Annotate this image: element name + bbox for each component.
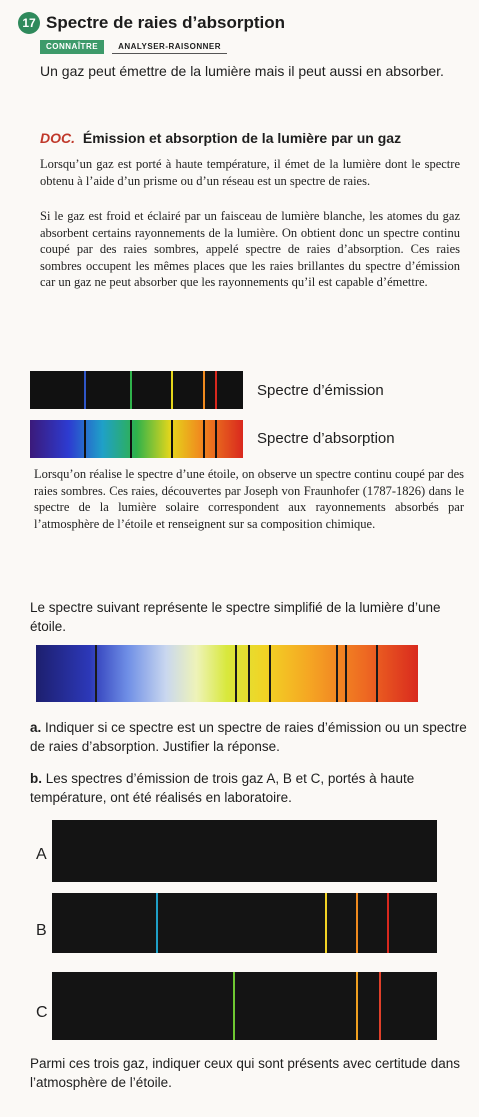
exercise-intro: Un gaz peut émettre de la lumière mais il peut aussi en absorber. [40,63,444,79]
gas-c-line-1 [233,972,235,1040]
question-b-text: Les spectres d’émission de trois gaz A, B et C, portés à haute température, ont été réalisés en laboratoire. [30,771,415,805]
gas-b-line-3 [356,893,358,953]
doc-paragraph-1: Lorsqu’un gaz est porté à haute température, il émet de la lumière dont le spectre obtenu à l’aide d’un prisme ou d’un réseau est un spectre de raies. [40,157,460,188]
exercise-number-badge: 17 [18,12,40,34]
gas-a-label: A [36,846,47,863]
absorption-spectrum-image [30,420,243,458]
emission-line-5 [215,371,217,409]
star-absorption-line-4 [269,645,271,702]
question-intro: Le spectre suivant représente le spectre simplifié de la lumière d’une étoile. [30,600,441,634]
emission-line-3 [171,371,173,409]
gas-b-label: B [36,922,47,939]
skill-tag-analyser: ANALYSER-RAISONNER [112,40,227,54]
star-spectrum-image [36,645,418,702]
gas-c-label: C [36,1004,48,1021]
gas-b-line-1 [156,893,158,953]
exercise-header [18,12,285,34]
question-b-letter: b. [30,771,42,786]
gas-c-spectrum-image [52,972,437,1040]
star-absorption-line-1 [95,645,97,702]
skills-row [40,40,227,54]
emission-spectrum-image [30,371,243,409]
star-absorption-line-2 [235,645,237,702]
star-absorption-line-7 [376,645,378,702]
emission-spectrum-label: Spectre d’émission [257,382,384,399]
star-absorption-line-5 [336,645,338,702]
star-absorption-line-3 [248,645,250,702]
gas-b-spectrum-image [52,893,437,953]
skill-tag-connaitre: CONNAÎTRE [40,40,104,54]
gas-c-line-3 [379,972,381,1040]
absorption-line-2 [130,420,132,458]
emission-line-2 [130,371,132,409]
absorption-line-5 [215,420,217,458]
absorption-line-3 [171,420,173,458]
doc-label: DOC. [40,130,75,146]
absorption-line-1 [84,420,86,458]
question-a [30,718,470,756]
exercise-title: Spectre de raies d’absorption [46,13,286,32]
gas-c-line-2 [356,972,358,1040]
star-absorption-line-6 [345,645,347,702]
question-a-letter: a. [30,720,42,735]
doc-title-text: Émission et absorption de la lumière par un gaz [82,130,402,146]
final-question: Parmi ces trois gaz, indiquer ceux qui sont présents avec certitude dans l’atmosphère de l’étoile. [30,1056,460,1090]
gas-b-line-2 [325,893,327,953]
emission-line-4 [203,371,205,409]
gas-a-spectrum-image [52,820,437,882]
doc-title [40,130,470,146]
emission-line-1 [84,371,86,409]
absorption-spectrum-label: Spectre d’absorption [257,430,395,447]
doc-paragraph-2: Si le gaz est froid et éclairé par un faisceau de lumière blanche, les atomes du gaz absorbent certains rayonnements de la lumière. On obtient donc un spectre continu coupé par des raies sombres, appelé spectre de raies d’absorption. Ces raies sombres occupent les mêmes places que les raies brillantes du spectre d’émission car un gaz ne peut absorber que les rayonnements qu’il est capable d’émettre. [40,209,460,290]
gas-b-line-4 [387,893,389,953]
question-b [30,769,470,807]
doc-paragraph-3: Lorsqu’on réalise le spectre d’une étoile, on observe un spectre continu coupé par des raies sombres. Ces raies, découvertes par Joseph von Fraunhofer (1787-1826) dans le spectre de la lumière solaire correspondent aux rayonnements absorbés par l’atmosphère de l’étoile et renseignent sur sa composition chimique. [34,467,464,531]
absorption-line-4 [203,420,205,458]
question-a-text: Indiquer si ce spectre est un spectre de raies d’émission ou un spectre de raies d’absorption. Justifier la réponse. [30,720,467,754]
